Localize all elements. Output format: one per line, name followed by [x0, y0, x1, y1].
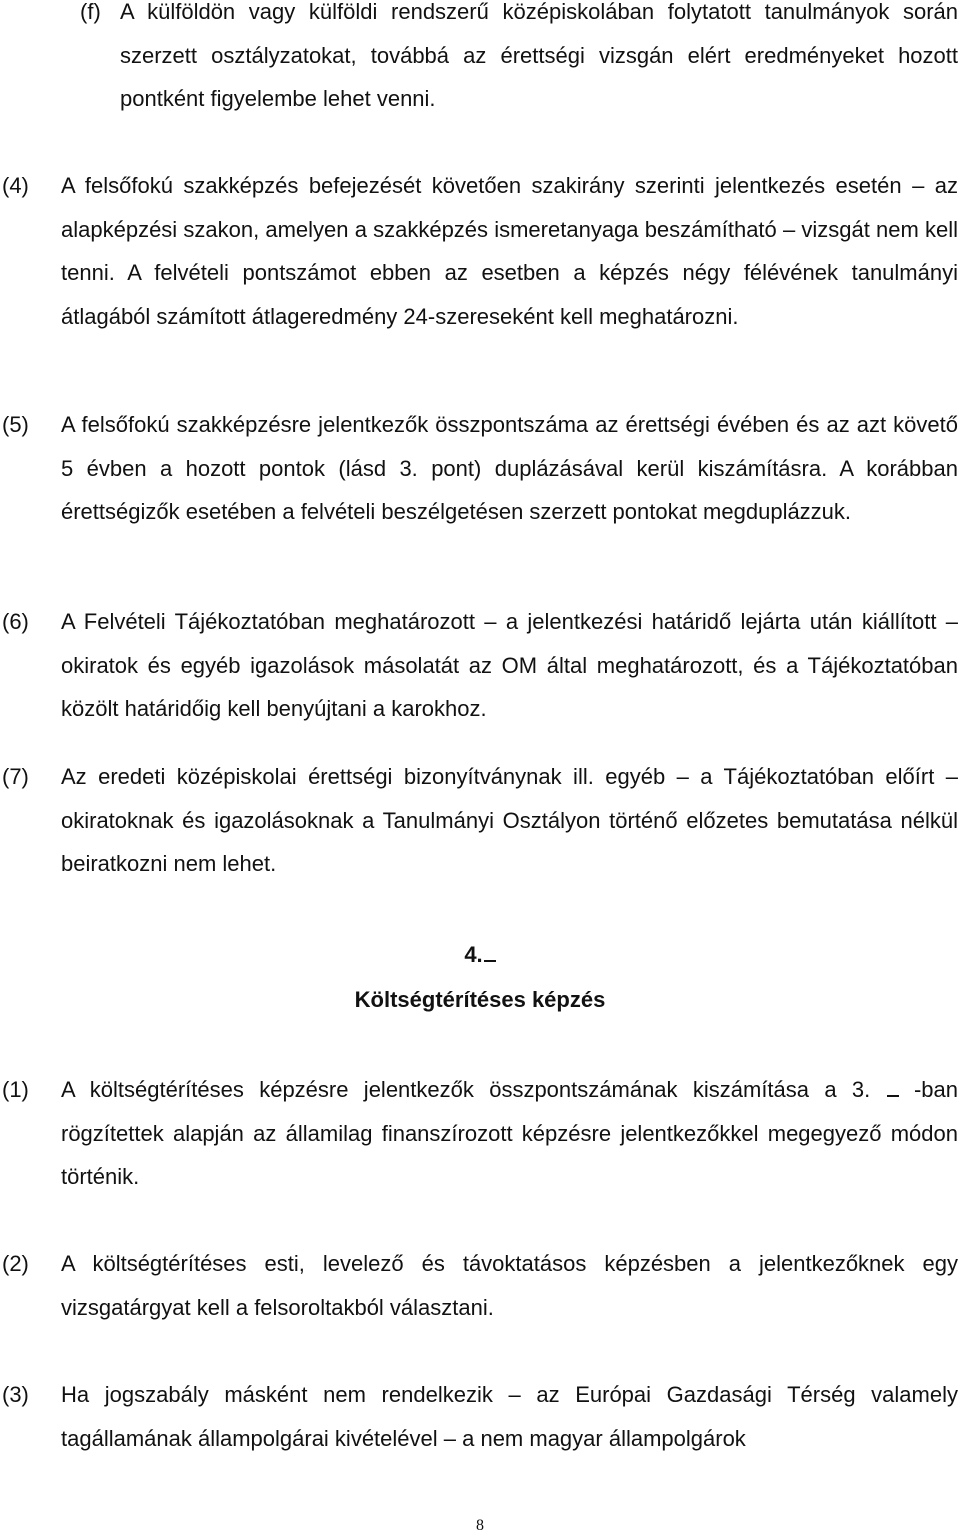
- paragraph-text: A felsőfokú szakképzés befejezését követően szakirány szerinti jelentkezés esetén – az alapképzési szakon, amelyen a szakképzés ismeretanyaga beszámítható – vizsgát nem kell tenni. A felvételi pontszámot ebben az esetben a képzés négy félévének tanulmányi átlagából számított átlageredmény 24-szereseként kell meghatározni.: [61, 173, 958, 329]
- paragraph-number: (3): [2, 1382, 29, 1407]
- paragraph-number: (1): [2, 1077, 29, 1102]
- paragraph-5: [0, 403, 958, 534]
- paragraph-number: (f): [80, 0, 101, 24]
- paragraph-f: [0, 0, 958, 121]
- paragraph-text: [61, 1068, 958, 1199]
- section-title: Költségtérítéses képzés: [354, 987, 606, 1012]
- paragraph-number: (6): [2, 609, 29, 634]
- paragraph-text: A külföldön vagy külföldi rendszerű középiskolában folytatott tanulmányok során szerzett osztályzatokat, továbbá az érettségi vizsgán elért eredményeket hozott pontként figyelembe lehet venni.: [120, 0, 958, 111]
- paragraph-2-2: [0, 1242, 958, 1329]
- paragraph-text: A felsőfokú szakképzésre jelentkezők összpontszáma az érettségi évében és az azt követő 5 évben a hozott pontok (lásd 3. pont) duplázásával kerül kiszámításra. A korábban érettségizők esetében a felvételi beszélgetésen szerzett pontokat megduplázzuk.: [61, 412, 958, 524]
- paragraph-text: A költségtérítéses esti, levelező és távoktatásos képzésben a jelentkezőknek egy vizsgatárgyat kell a felsoroltakból választani.: [61, 1251, 958, 1320]
- paragraph-6: [0, 600, 958, 731]
- paragraph-2-3: [0, 1373, 958, 1460]
- paragraph-number: (7): [2, 764, 29, 789]
- paragraph-text-part: A költségtérítéses képzésre jelentkezők összpontszámának kiszámítása a 3.: [61, 1077, 886, 1102]
- paragraph-text: Az eredeti középiskolai érettségi bizonyítványnak ill. egyéb – a Tájékoztatóban előírt – okiratoknak és igazolásoknak a Tanulmányi Osztályon történő előzetes bemutatása nélkül beiratkozni nem lehet.: [61, 764, 958, 876]
- paragraph-7: [0, 755, 958, 886]
- underscore-mark: [484, 950, 496, 962]
- paragraph-4: [0, 164, 958, 338]
- paragraph-text: Ha jogszabály másként nem rendelkezik – az Európai Gazdasági Térség valamely tagállamának állampolgárai kivételével – a nem magyar állampolgárok: [61, 1382, 958, 1451]
- paragraph-2-1: [0, 1068, 958, 1199]
- section-number-text: 4.: [464, 942, 483, 967]
- section-number: [0, 942, 960, 968]
- paragraph-number: (5): [2, 412, 29, 437]
- page-number: 8: [476, 1517, 484, 1534]
- paragraph-text: A Felvételi Tájékoztatóban meghatározott – a jelentkezési határidő lejárta után kiállított – okiratok és egyéb igazolások másolatát az OM által meghatározott, és a Tájékoztatóban közölt határidőig kell benyújtani a karokhoz.: [61, 609, 958, 721]
- underscore-mark: [887, 1085, 899, 1097]
- paragraph-number: (2): [2, 1251, 29, 1276]
- paragraph-text-part: -ban rögzítettek alapján az államilag finanszírozott képzésre jelentkezőkkel megegyező módon történik.: [61, 1077, 958, 1189]
- paragraph-number: (4): [2, 173, 29, 198]
